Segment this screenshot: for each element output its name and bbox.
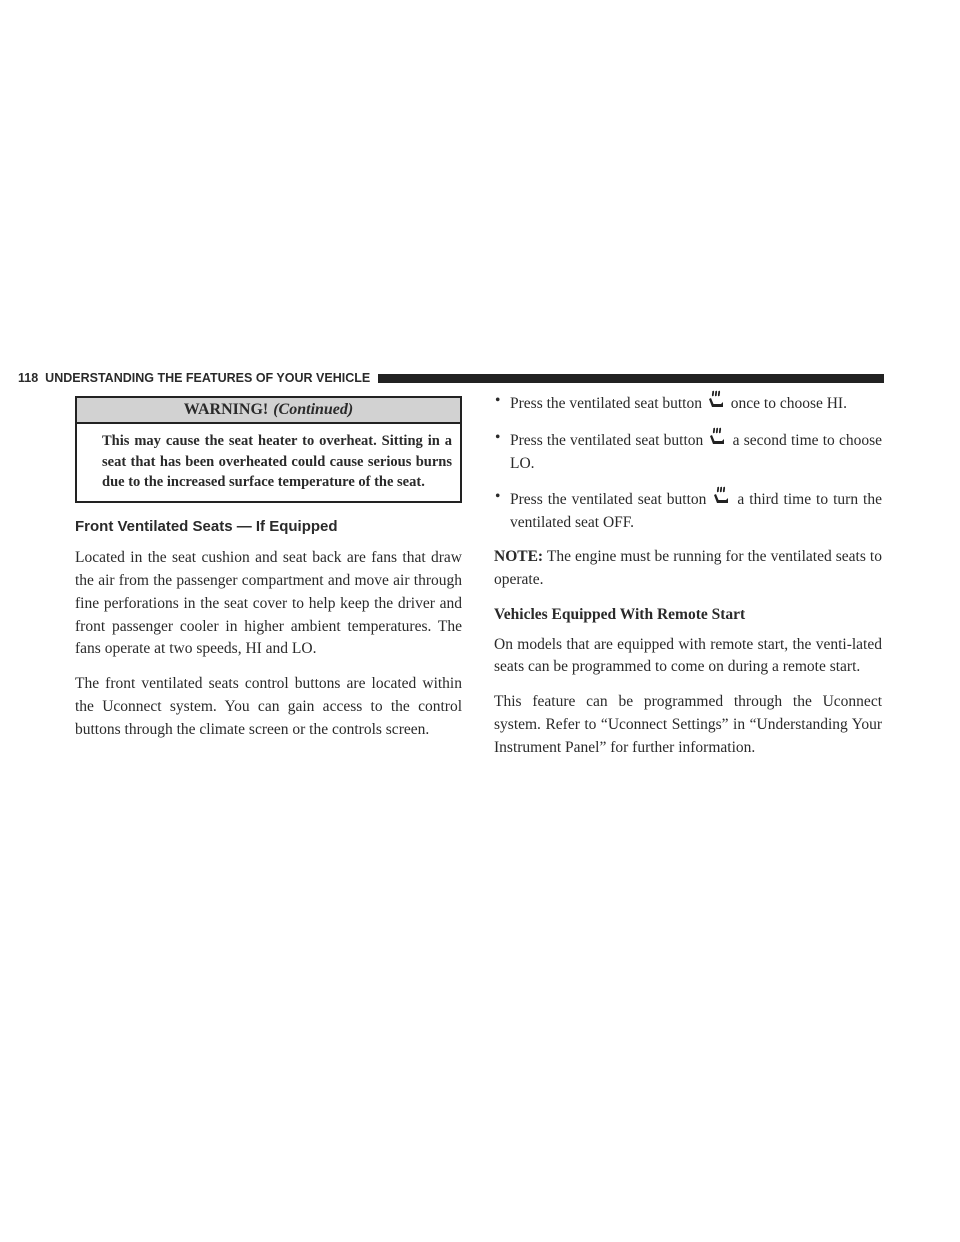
warning-header bbox=[77, 398, 460, 424]
section-heading: Front Ventilated Seats — If Equipped bbox=[75, 518, 338, 536]
warning-continued: (Continued) bbox=[273, 401, 354, 418]
ventilated-seat-icon bbox=[713, 486, 730, 505]
bullet-item: • Press the ventilated seat button a third time to turn the ventilated seat OFF. bbox=[495, 488, 882, 532]
bullet-list bbox=[494, 390, 882, 535]
left-column bbox=[75, 396, 462, 753]
bullet-item: • Press the ventilated seat button a second time to choose LO. bbox=[495, 428, 883, 472]
note-paragraph bbox=[494, 546, 882, 592]
header-rule bbox=[378, 374, 884, 383]
page-header bbox=[18, 370, 884, 386]
section-paragraph-2: The front ventilated seats control buttons are located within the Uconnect system. You can gain access to the control buttons through the climate screen or the controls screen. bbox=[75, 675, 462, 738]
page-number: 118 bbox=[18, 371, 39, 385]
remote-start-heading: Vehicles Equipped With Remote Start bbox=[494, 605, 746, 623]
right-column bbox=[494, 390, 882, 772]
remote-start-paragraph-1: On models that are equipped with remote start, the venti-lated seats can be programmed to come on during a remote start. bbox=[494, 635, 882, 676]
section-paragraph-1: Located in the seat cushion and seat back are fans that draw the air from the passenger compartment and move air through fine perforations in the seat cover to help keep the driver and front passenger cooler in higher ambient temperatures. The fans operate at two speeds, HI and LO. bbox=[75, 549, 462, 658]
remote-start-paragraph-2: This feature can be programmed through the Uconnect system. Refer to “Uconnect Settings” in “Understanding Your Instrument Panel” for further information. bbox=[494, 693, 882, 756]
warning-label: WARNING! bbox=[183, 401, 269, 418]
ventilated-seat-icon bbox=[708, 390, 725, 409]
bullet-item: • Press the ventilated seat button once to choose HI. bbox=[495, 392, 847, 412]
warning-text: This may cause the seat heater to overheat. Sitting in a seat that has been overheated could cause serious burns due to the increased surface temperature of the seat. bbox=[102, 433, 452, 491]
ventilated-seat-icon bbox=[709, 427, 726, 446]
note-text: The engine must be running for the ventilated seats to operate. bbox=[494, 547, 882, 588]
note-label: NOTE: bbox=[494, 547, 544, 565]
chapter-title: UNDERSTANDING THE FEATURES OF YOUR VEHICLE bbox=[45, 371, 371, 385]
warning-box bbox=[75, 396, 462, 503]
